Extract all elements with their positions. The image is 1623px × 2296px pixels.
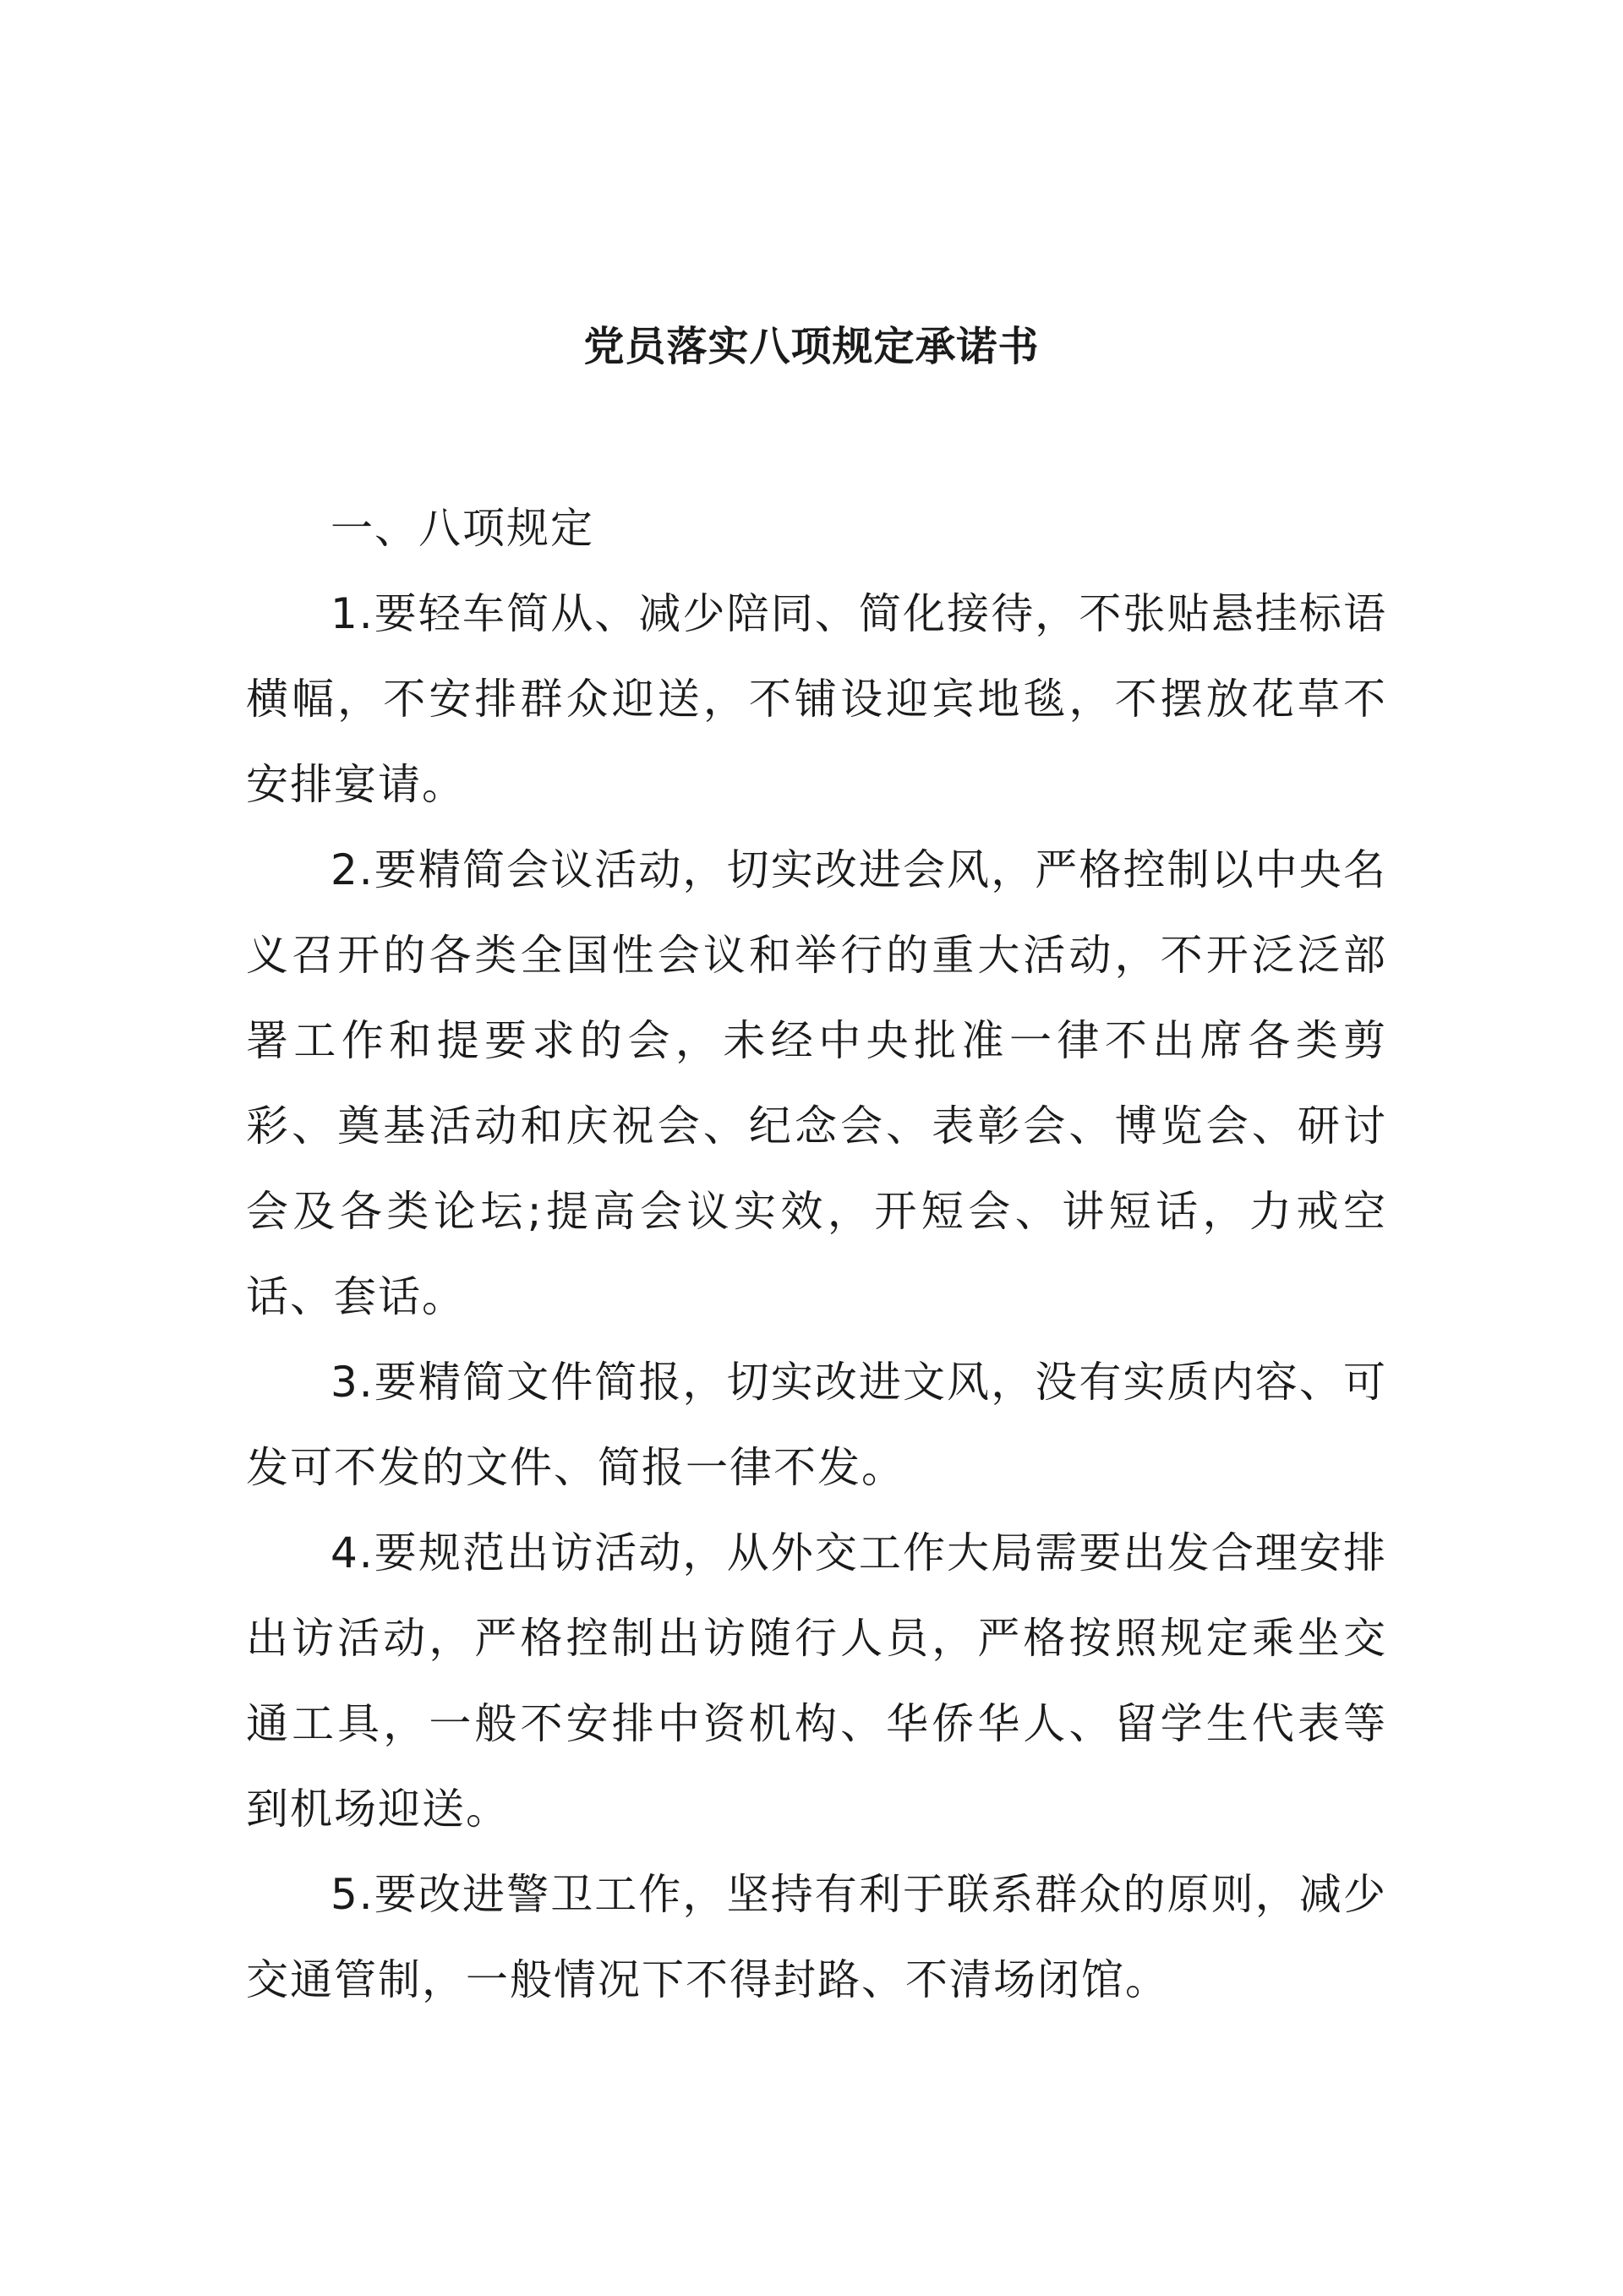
document-title: 党员落实八项规定承诺书	[583, 323, 1040, 370]
rule-item-3: 3.要精简文件简报，切实改进文风，没有实质内容、可发可不发的文件、简报一律不发。	[246, 1358, 1387, 1492]
rule-item-4: 4.要规范出访活动，从外交工作大局需要出发合理安排出访活动，严格控制出访随行人员，严格按照规定乘坐交通工具，一般不安排中资机构、华侨华人、留学生代表等到机场迎送。	[246, 1528, 1387, 1834]
section-heading: 一、八项规定	[331, 504, 594, 553]
rule-item-5: 5.要改进警卫工作，坚持有利于联系群众的原则，减少交通管制，一般情况下不得封路、不清场闭馆。	[246, 1870, 1387, 2004]
rule-item-2: 2.要精简会议活动，切实改进会风，严格控制以中央名义召开的各类全国性会议和举行的重大活动，不开泛泛部署工作和提要求的会，未经中央批准一律不出席各类剪彩、奠基活动和庆祝会、纪念会、表彰会、博览会、研讨会及各类论坛;提高会议实效，开短会、讲短话，力戒空话、套话。	[246, 845, 1387, 1321]
rule-item-1: 1.要轻车简从、减少陪同、简化接待，不张贴悬挂标语横幅，不安排群众迎送，不铺设迎宾地毯，不摆放花草不安排宴请。	[246, 589, 1387, 809]
document-body	[246, 486, 1387, 2023]
